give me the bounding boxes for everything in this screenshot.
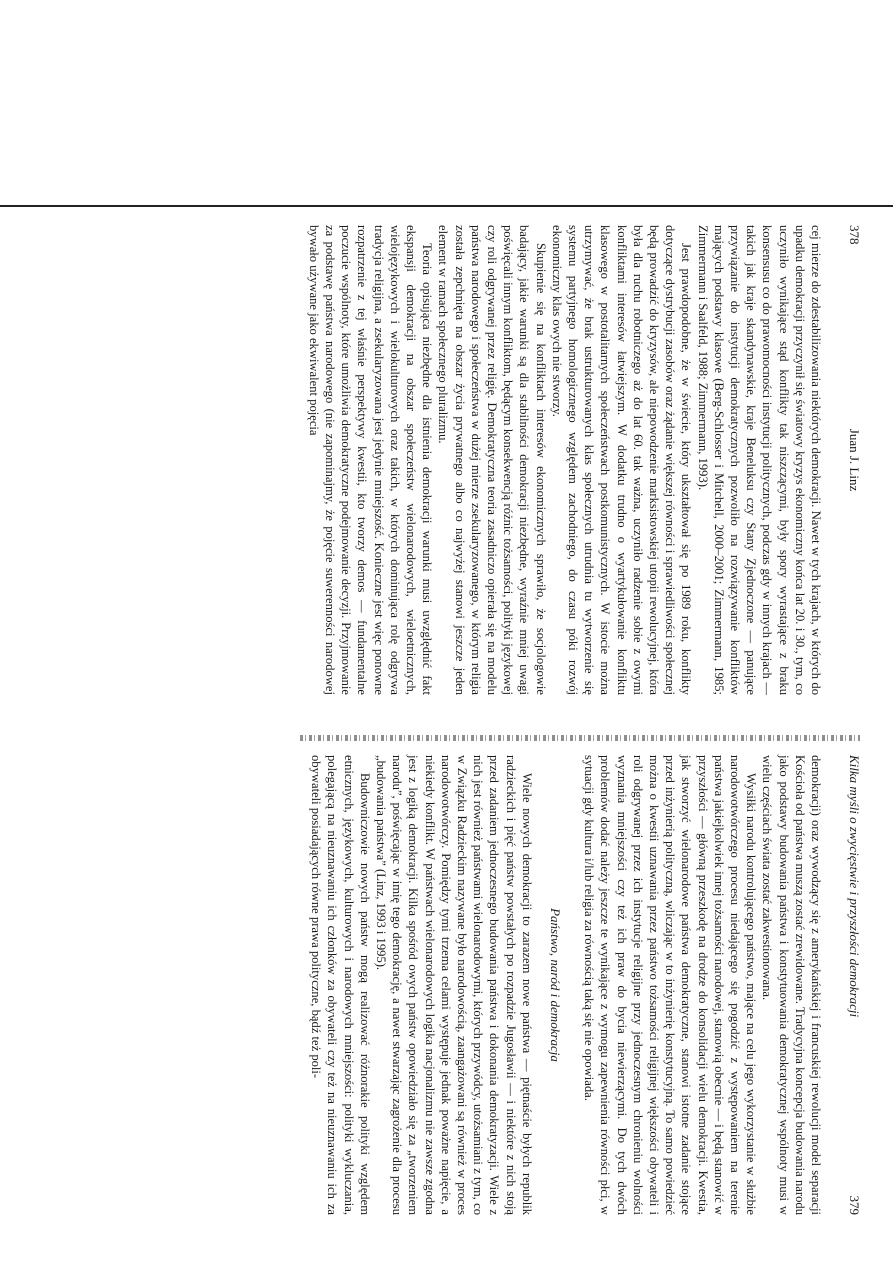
section-heading: Państwo, naród i demokracja [547, 908, 563, 1062]
page-378 [142, 225, 862, 695]
page-379 [142, 755, 862, 1215]
paragraph: demokracji) oraz wywodzący się z amerykańskiej i francuskiej rewolucji model separacji Kościoła od państwa muszą zostać zrewidowane. Tradycyjna koncepcja budowania narodu jako podstawy budowania państwa i konstytuowania demokratycznej wspólnoty musi w wielu częściach świata zostać zakwestionowana. [760, 755, 823, 1215]
paragraph: Budowniczowie nowych państw mogą realizować różnorakie polityki względem etnicznych, językowych, kulturowych i narodowych mniejszości: polityki wykluczania, polegającą na nieuznawaniu ich członków za obywateli czy też na nieuznawaniu ich za obywateli posiadających równe prawa polityczne, bądź też poli- [309, 755, 372, 1215]
right-running-head [846, 755, 862, 1215]
paragraph: Wiele nowych demokracji to zarazem nowe państwa — piętnaście byłych republik radzieckich i pięć państw powstałych po rozpadzie Jugosławii — i niektóre z nich stoją przed zadaniem jednoczesnego budowania państwa i dokonania demokratyzacji. Wiele z nich jest również państwami wielonarodowymi, których przywódcy, utożsamiani z tym, co w Związku Radzieckim nazywane było narodowością, zaangażowani są również w proces narodowotwórczy. Pomiędzy tymi trzema celami występuje jednak poważne napięcie, a niekiedy konflikt. W państwach wielonarodowych logika nacjonalizmu nie zawsze zgodna jest z logiką demokracji. Kilka spośród owych państw opowiedziało się za „tworzeniem narodu”, poświęcając w imię tego demokrację, a nawet stwarzając zagrożenie dla procesu „budowania państwa” (Linz, 1993 i 1995). [373, 755, 534, 1215]
right-body-text [308, 755, 824, 1215]
paragraph: Skupienie się na konfliktach interesów ekonomicznych sprawiło, że socjologowie badający, jakie warunki są dla stabilności demokracji niezbędne, wyraźnie mniej uwagi poświęcali innym konfliktom, będącym konsekwencją różnic tożsamości, polityki językowej czy roli odgrywanej przez religię. Demokratyczna teoria zasadniczo opierała się na modelu państwa narodowego i społeczeństwa w dużej mierze zsekularyzowanego, w którym religia została zepchnięta na obszar życia prywatnego albo co najwyżej stanowi jeszcze jeden element w ramach społecznego pluralizmu. [436, 225, 548, 695]
page-divider-line [0, 205, 893, 207]
author-running-title: Juan J. Linz [847, 428, 862, 492]
page-number-379: 379 [847, 1195, 862, 1215]
paragraph: Teoria opisująca niezbędne dla istnienia demokracji warunki musi uwzględnić fakt ekspansji demokracji na obszar społeczeństw wielonarodowych, wieloetnicznych, wielojęzykowych i wielokulturowych oraz takich, w których dominująca rolę odgrywa tradycja religijna, a zsekularyzowana jest jedynie mniejszość. Konieczne jest więc ponowne rozpatrzenie z tej właśnie perspektywy kwestii, kto tworzy demos — fundamentalne poczucie wspólnoty, które umożliwia demokratyczne podejmowanie decyzji. Przyjmowanie za podstawę państwa narodowego (nie zapominajmy, że pojęcie suwerenności narodowej bywało używane jako ekwiwalent pojęcia [306, 225, 435, 695]
page-number-378: 378 [847, 225, 862, 245]
paragraph: Jest prawdopodobne, że w świecie, który ukształtował się po 1989 roku, konflikty dotyczące dystrybucji zasobów oraz żądanie większej równości i sprawiedliwości społecznej będą prowadzić do kryzysów, ale niepowodzenie marksistowskiej utopii rewolucyjnej, która była dla ruchu robotniczego aż do lat 60. tak ważna, uczyniło radzenie sobie z owymi konfliktami interesów łatwiejszym. W dodatku trudno o wyartykułowanie konfliktu klasowego w postotalitarnych społeczeństwach postkomunistycznych. W istocie można utrzymywać, że brak ustrukturowanych klas społecznych utrudnia tu wytworzenie się systemu partyjnego homologicznego względem zachodniego, do czasu póki rozwój ekonomiczny klas owych nie stworzy. [549, 225, 694, 695]
chapter-running-title: Kilka myśli o zwycięstwie i przyszłości demokracji [847, 755, 862, 1018]
left-body-text [306, 225, 825, 695]
paragraph: cej mierze do zdestabilizowania niektórych demokracji. Nawet w tych krajach, w których do upadku demokracji przyczynił się światowy kryzys ekonomiczny końca lat 20. i 30., tym, co uczyniło wynikające stąd konflikty tak niszczącymi, były spory wyrastające z braku konsensusu co do prawomocności instytucji politycznych, podczas gdy w innych krajach — takich jak kraje skandynawskie, kraje Beneluksu czy Stany Zjednoczone — panujące przywiązanie do instytucji demokratycznych pozwoliło na rozwiązywanie konfliktów mających podstawy klasowe (Berg-Schlosser i Mitchell, 2000–2001; Zimmermann, 1985; Zimmermann i Saalfeld, 1988; Zimmermann, 1993). [695, 225, 823, 695]
scan-artifact [300, 735, 860, 741]
paragraph: Wysiłki narodu kontrolującego państwo, mające na celu jego wykorzystanie w służbie narodowotwórczego procesu niedającego się pogodzić z występowaniem na terenie państwa jakiejkolwiek innej tożsamości narodowej, stanowią obecnie — i będą stanowić w przyszłości — główną przeszkodę na drodze do konsolidacji wielu demokracji. Kwestia, jak stworzyć wielonarodowe państwa demokratyczne, stanowi istotne zadanie stojące przed inżynierią polityczną, wliczając w to inżynierię konstytucyjną. To samo powiedzieć można o kwestii uznawania przez państwo tożsamości religijnej większości obywateli i roli odgrywanej przez ich instytucje religijne przy jednoczesnym chronieniu wolności wyznania mniejszości czy też ich praw do bycia niewierzącymi. Do tych dwóch problemów dodać należy jeszcze te wynikające z wymogu zapewnienia równości płci, w sytuacji gdy kultura i/lub religia za równością taką się nie opowiada. [582, 755, 759, 1215]
left-running-head [846, 225, 862, 695]
